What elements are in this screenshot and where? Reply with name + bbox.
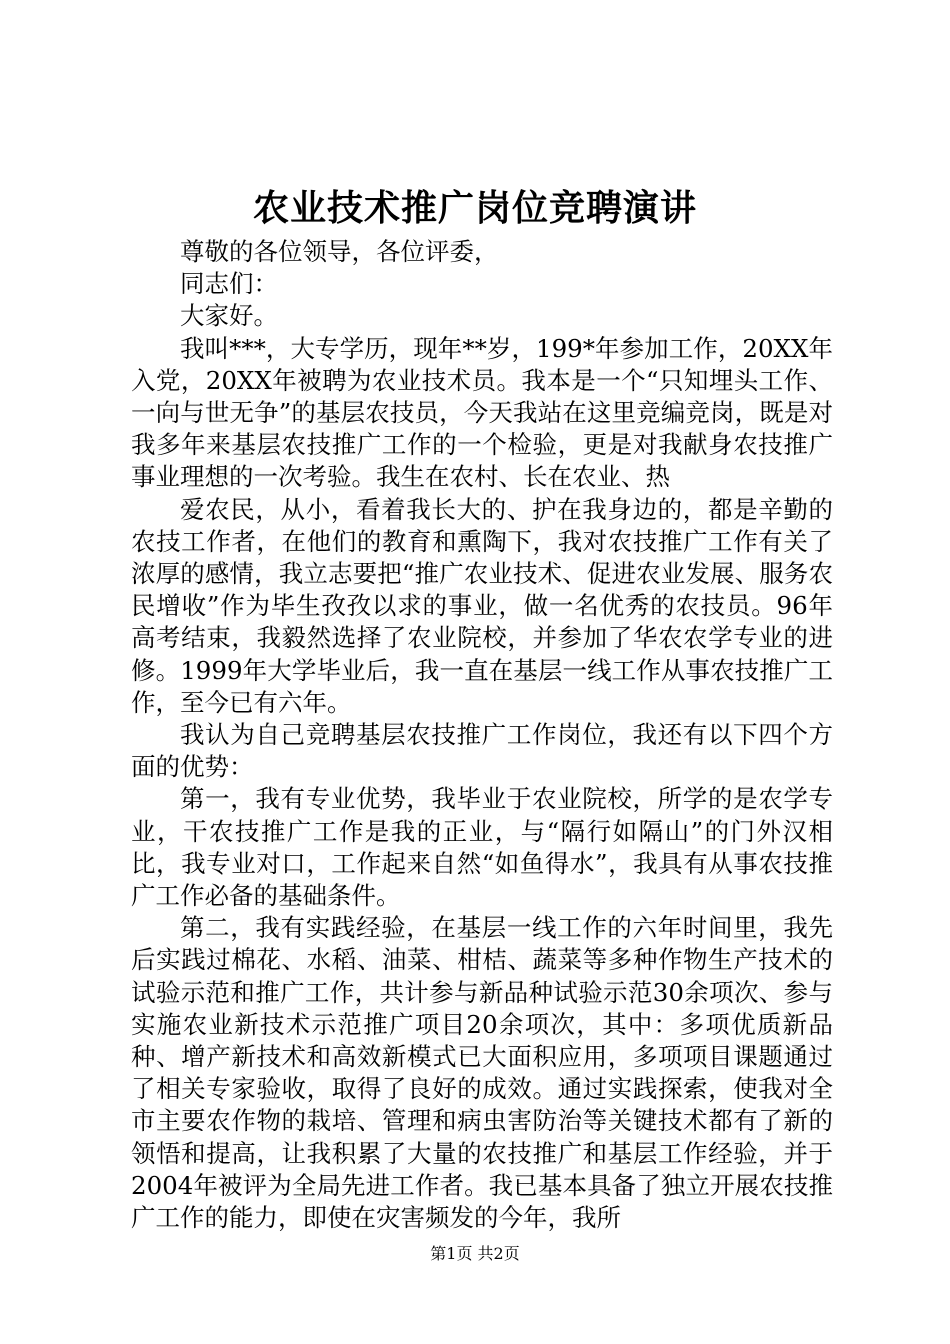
body-paragraph: 我叫***，大专学历，现年**岁，199*年参加工作，20XX年入党，20XX年被聘为农业技术员。我本是一个“只知埋头工作、一向与世无争”的基层农技员，今天我站在这里竞编竞岗，既是对我多年来基层农技推广工作的一个检验，更是对我献身农技推广事业理想的一次考验。我生在农村、长在农业、热: [131, 333, 833, 492]
body-paragraph: 我认为自己竞聘基层农技推广工作岗位，我还有以下四个方面的优势：: [131, 720, 833, 782]
page-number-footer: 第1页 共2页: [430, 1244, 520, 1263]
body-paragraph: 爱农民，从小，看着我长大的、护在我身边的，都是辛勤的农技工作者，在他们的教育和熏陶下，我对农技推广工作有关了浓厚的感情，我立志要把“推广农业技术、促进农业发展、服务农民增收”作为毕生孜孜以求的事业，做一名优秀的农技员。96年高考结束，我毅然选择了农业院校，并参加了华农农学专业的进修。1999年大学毕业后，我一直在基层一线工作从事农技推广工作，至今已有六年。: [131, 494, 833, 717]
document-body: [131, 236, 833, 1234]
body-paragraph: 第一，我有专业优势，我毕业于农业院校，所学的是农学专业，干农技推广工作是我的正业，与“隔行如隔山”的门外汉相比，我专业对口，工作起来自然“如鱼得水”，我具有从事农技推广工作必备的基础条件。: [131, 784, 833, 911]
greeting-line: 大家好。: [180, 301, 278, 331]
body-paragraph: 第二，我有实践经验，在基层一线工作的六年时间里，我先后实践过棉花、水稻、油菜、柑桔、蔬菜等多种作物生产技术的试验示范和推广工作，共计参与新品种试验示范30余项次、参与实施农业新技术示范推广项目20余项次，其中：多项优质新品种、增产新技术和高效新模式已大面积应用，多项项目课题通过了相关专家验收，取得了良好的成效。通过实践探索，使我对全市主要农作物的栽培、管理和病虫害防治等关键技术都有了新的领悟和提高，让我积累了大量的农技推广和基层工作经验，并于2004年被评为全局先进工作者。我已基本具备了独立开展农技推广工作的能力，即使在灾害频发的今年，我所: [131, 913, 833, 1233]
salutation-line: 尊敬的各位领导，各位评委，: [180, 237, 499, 266]
salutation-line: 同志们：: [180, 269, 278, 299]
document-title: 农业技术推广岗位竞聘演讲: [252, 187, 697, 229]
